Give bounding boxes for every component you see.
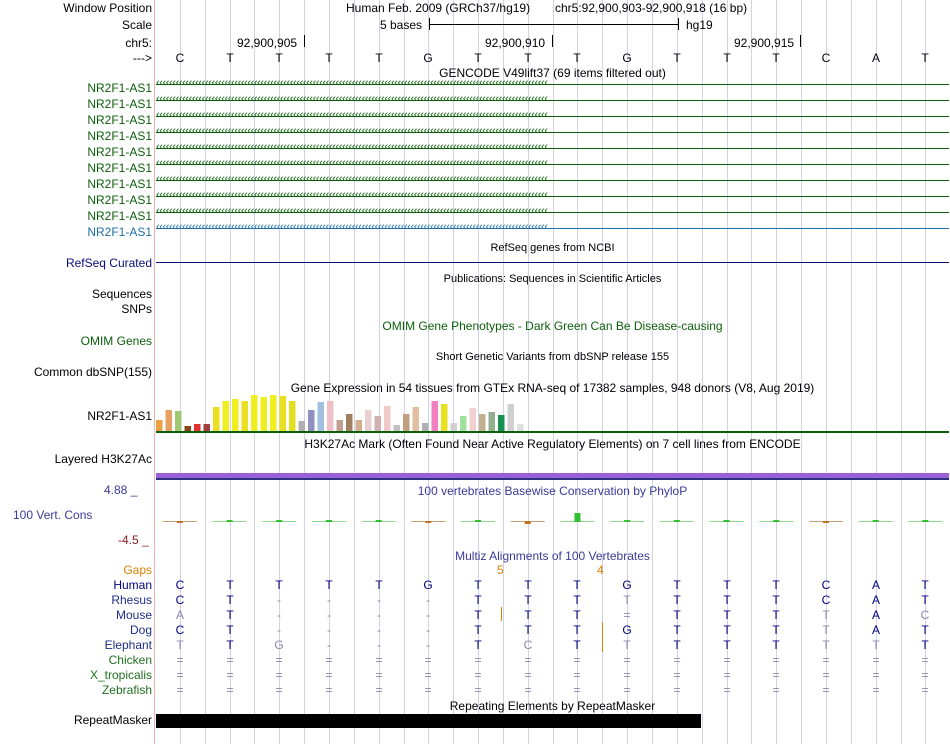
- strand-arrows: ‹‹‹‹‹‹‹‹‹‹‹‹‹‹‹‹‹‹‹‹‹‹‹‹‹‹‹‹‹‹‹‹‹‹‹‹‹‹‹‹‹‹‹‹‹‹‹‹‹‹‹‹‹‹‹‹‹‹‹‹‹‹‹‹‹‹‹‹‹‹‹‹‹‹‹‹‹‹‹‹‹‹‹‹‹‹‹‹‹‹‹‹‹‹‹‹‹‹‹‹‹‹‹‹‹‹‹‹‹‹‹‹‹‹‹‹‹‹‹‹: [156, 173, 548, 185]
- aligned-base: =: [723, 668, 731, 682]
- aligned-base: =: [474, 683, 482, 697]
- aligned-base: T: [226, 623, 234, 637]
- aligned-base: T: [375, 578, 383, 592]
- aligned-base: =: [226, 653, 234, 667]
- insertion-mark: [501, 607, 502, 621]
- aligned-base: =: [673, 683, 681, 697]
- phylop-score-bar[interactable]: [823, 521, 829, 523]
- aligned-base: T: [524, 593, 532, 607]
- aligned-base: T: [474, 638, 482, 652]
- gene-label[interactable]: NR2F1-AS1: [87, 145, 152, 159]
- aligned-base: T: [723, 623, 731, 637]
- multiz-track-title[interactable]: Multiz Alignments of 100 Vertebrates: [455, 549, 650, 563]
- base: T: [275, 51, 283, 65]
- strand-arrows: ‹‹‹‹‹‹‹‹‹‹‹‹‹‹‹‹‹‹‹‹‹‹‹‹‹‹‹‹‹‹‹‹‹‹‹‹‹‹‹‹‹‹‹‹‹‹‹‹‹‹‹‹‹‹‹‹‹‹‹‹‹‹‹‹‹‹‹‹‹‹‹‹‹‹‹‹‹‹‹‹‹‹‹‹‹‹‹‹‹‹‹‹‹‹‹‹‹‹‹‹‹‹‹‹‹‹‹‹‹‹‹‹‹‹‹‹‹‹‹‹: [156, 189, 548, 201]
- base: C: [821, 51, 831, 65]
- aligned-base: T: [772, 638, 780, 652]
- base: T: [921, 51, 929, 65]
- aligned-base: A: [871, 578, 880, 592]
- species-label[interactable]: Human: [113, 578, 152, 592]
- aligned-base: =: [822, 683, 830, 697]
- aligned-base: G: [622, 623, 632, 637]
- strand-arrows: ‹‹‹‹‹‹‹‹‹‹‹‹‹‹‹‹‹‹‹‹‹‹‹‹‹‹‹‹‹‹‹‹‹‹‹‹‹‹‹‹‹‹‹‹‹‹‹‹‹‹‹‹‹‹‹‹‹‹‹‹‹‹‹‹‹‹‹‹‹‹‹‹‹‹‹‹‹‹‹‹‹‹‹‹‹‹‹‹‹‹‹‹‹‹‹‹‹‹‹‹‹‹‹‹‹‹‹‹‹‹‹‹‹‹‹‹‹‹‹‹: [156, 77, 548, 89]
- scale-label: Scale: [121, 18, 152, 32]
- aligned-base: T: [921, 638, 929, 652]
- aligned-base: T: [673, 623, 681, 637]
- publications-sequences-label[interactable]: Sequences: [91, 287, 152, 301]
- aligned-base: T: [573, 638, 581, 652]
- aligned-base: -: [327, 608, 331, 622]
- phylop-score-bar[interactable]: [873, 520, 879, 522]
- phylop-score-bar[interactable]: [376, 520, 382, 522]
- aligned-base: =: [226, 683, 234, 697]
- aligned-base: T: [673, 593, 681, 607]
- aligned-base: =: [325, 668, 333, 682]
- coord-label: 92,900,910: [485, 36, 546, 50]
- aligned-base: T: [822, 623, 830, 637]
- aligned-base: T: [673, 608, 681, 622]
- aligned-base: T: [226, 593, 234, 607]
- gtex-gene-label[interactable]: NR2F1-AS1: [87, 409, 152, 423]
- aligned-base: =: [424, 683, 432, 697]
- phylop-score-bar[interactable]: [922, 520, 928, 522]
- phylop-max-label: 4.88 _: [104, 483, 138, 497]
- aligned-base: A: [871, 623, 880, 637]
- base: T: [474, 51, 482, 65]
- aligned-base: A: [871, 593, 880, 607]
- aligned-base: =: [375, 668, 383, 682]
- gene-label[interactable]: NR2F1-AS1: [87, 177, 152, 191]
- aligned-base: C: [920, 608, 930, 622]
- omim-track-title[interactable]: OMIM Gene Phenotypes - Dark Green Can Be Disease-causing: [382, 319, 723, 333]
- insertion-mark: [602, 622, 603, 652]
- base: T: [226, 51, 234, 65]
- aligned-base: C: [175, 593, 185, 607]
- aligned-base: -: [426, 638, 430, 652]
- dbsnp-track-title[interactable]: Short Genetic Variants from dbSNP release 155: [435, 351, 670, 363]
- aligned-base: =: [623, 653, 631, 667]
- aligned-base: =: [524, 653, 532, 667]
- aligned-base: =: [772, 653, 780, 667]
- phylop-score-bar[interactable]: [425, 521, 431, 523]
- aligned-base: =: [723, 683, 731, 697]
- phylop-score-bar[interactable]: [326, 520, 332, 522]
- aligned-base: T: [822, 638, 830, 652]
- base: T: [723, 51, 731, 65]
- aligned-base: =: [275, 668, 283, 682]
- base: T: [772, 51, 780, 65]
- phylop-score-bar[interactable]: [276, 520, 282, 522]
- gene-label[interactable]: NR2F1-AS1: [87, 113, 152, 127]
- omim-label[interactable]: OMIM Genes: [80, 334, 152, 348]
- base: C: [175, 51, 185, 65]
- aligned-base: =: [822, 668, 830, 682]
- aligned-base: =: [822, 653, 830, 667]
- aligned-base: =: [424, 668, 432, 682]
- aligned-base: =: [872, 668, 880, 682]
- aligned-base: T: [723, 593, 731, 607]
- base: T: [673, 51, 681, 65]
- aligned-base: T: [524, 608, 532, 622]
- phylop-score-bar[interactable]: [724, 520, 730, 522]
- aligned-base: T: [623, 593, 631, 607]
- aligned-base: -: [327, 623, 331, 637]
- aligned-base: =: [723, 653, 731, 667]
- aligned-base: G: [423, 578, 433, 592]
- phylop-score-bar[interactable]: [773, 520, 779, 522]
- aligned-base: T: [872, 638, 880, 652]
- aligned-base: T: [573, 623, 581, 637]
- repeatmasker-track-title[interactable]: Repeating Elements by RepeatMasker: [449, 699, 656, 713]
- aligned-base: T: [573, 593, 581, 607]
- aligned-base: -: [426, 593, 430, 607]
- aligned-base: =: [921, 653, 929, 667]
- repeatmasker-label[interactable]: RepeatMasker: [73, 713, 152, 727]
- publications-snps-label[interactable]: SNPs: [121, 302, 152, 316]
- assembly-name: Human Feb. 2009 (GRCh37/hg19): [346, 1, 531, 15]
- phylop-label[interactable]: 100 Vert. Cons: [13, 508, 93, 522]
- base: G: [622, 51, 632, 65]
- strand-arrows: ‹‹‹‹‹‹‹‹‹‹‹‹‹‹‹‹‹‹‹‹‹‹‹‹‹‹‹‹‹‹‹‹‹‹‹‹‹‹‹‹‹‹‹‹‹‹‹‹‹‹‹‹‹‹‹‹‹‹‹‹‹‹‹‹‹‹‹‹‹‹‹‹‹‹‹‹‹‹‹‹‹‹‹‹‹‹‹‹‹‹‹‹‹‹‹‹‹‹‹‹‹‹‹‹‹‹‹‹‹‹‹‹‹‹‹‹‹‹‹‹: [156, 125, 548, 137]
- aligned-base: T: [921, 593, 929, 607]
- aligned-base: =: [275, 653, 283, 667]
- gene-label[interactable]: NR2F1-AS1: [87, 225, 152, 239]
- strand-arrows: ‹‹‹‹‹‹‹‹‹‹‹‹‹‹‹‹‹‹‹‹‹‹‹‹‹‹‹‹‹‹‹‹‹‹‹‹‹‹‹‹‹‹‹‹‹‹‹‹‹‹‹‹‹‹‹‹‹‹‹‹‹‹‹‹‹‹‹‹‹‹‹‹‹‹‹‹‹‹‹‹‹‹‹‹‹‹‹‹‹‹‹‹‹‹‹‹‹‹‹‹‹‹‹‹‹‹‹‹‹‹‹‹‹‹‹‹‹‹‹‹: [156, 141, 548, 153]
- gap-count: 4: [597, 563, 604, 577]
- window-position-label: Window Position: [63, 1, 152, 15]
- aligned-base: T: [921, 623, 929, 637]
- base: G: [423, 51, 433, 65]
- aligned-base: T: [474, 623, 482, 637]
- base: T: [524, 51, 532, 65]
- aligned-base: =: [375, 653, 383, 667]
- dbsnp-label[interactable]: Common dbSNP(155): [33, 365, 152, 379]
- species-label[interactable]: Chicken: [108, 653, 152, 667]
- aligned-base: T: [524, 578, 532, 592]
- phylop-score-bar[interactable]: [525, 521, 531, 524]
- coord-label: 92,900,915: [734, 36, 795, 50]
- aligned-base: T: [176, 638, 184, 652]
- aligned-base: T: [275, 578, 283, 592]
- gaps-label: Gaps: [123, 563, 152, 577]
- repeat-element[interactable]: [156, 714, 701, 728]
- aligned-base: =: [275, 683, 283, 697]
- gene-label[interactable]: NR2F1-AS1: [87, 193, 152, 207]
- aligned-base: =: [623, 668, 631, 682]
- aligned-base: -: [426, 608, 430, 622]
- gene-label[interactable]: NR2F1-AS1: [87, 161, 152, 175]
- aligned-base: -: [327, 593, 331, 607]
- aligned-base: =: [325, 653, 333, 667]
- aligned-base: =: [772, 668, 780, 682]
- phylop-score-bar[interactable]: [475, 520, 481, 522]
- chrom-label: chr5:: [125, 36, 152, 50]
- aligned-base: T: [623, 638, 631, 652]
- aligned-base: A: [175, 608, 184, 622]
- aligned-base: =: [325, 683, 333, 697]
- strand-label: --->: [133, 51, 152, 65]
- aligned-base: C: [523, 638, 533, 652]
- aligned-base: T: [772, 608, 780, 622]
- phylop-score-bar[interactable]: [574, 513, 580, 522]
- aligned-base: T: [226, 638, 234, 652]
- aligned-base: =: [921, 683, 929, 697]
- aligned-base: =: [872, 653, 880, 667]
- strand-arrows: ‹‹‹‹‹‹‹‹‹‹‹‹‹‹‹‹‹‹‹‹‹‹‹‹‹‹‹‹‹‹‹‹‹‹‹‹‹‹‹‹‹‹‹‹‹‹‹‹‹‹‹‹‹‹‹‹‹‹‹‹‹‹‹‹‹‹‹‹‹‹‹‹‹‹‹‹‹‹‹‹‹‹‹‹‹‹‹‹‹‹‹‹‹‹‹‹‹‹‹‹‹‹‹‹‹‹‹‹‹‹‹‹‹‹‹‹‹‹‹‹: [156, 109, 548, 121]
- aligned-base: T: [673, 578, 681, 592]
- refseq-label[interactable]: RefSeq Curated: [65, 256, 152, 270]
- aligned-base: =: [623, 608, 631, 622]
- strand-arrows: ‹‹‹‹‹‹‹‹‹‹‹‹‹‹‹‹‹‹‹‹‹‹‹‹‹‹‹‹‹‹‹‹‹‹‹‹‹‹‹‹‹‹‹‹‹‹‹‹‹‹‹‹‹‹‹‹‹‹‹‹‹‹‹‹‹‹‹‹‹‹‹‹‹‹‹‹‹‹‹‹‹‹‹‹‹‹‹‹‹‹‹‹‹‹‹‹‹‹‹‹‹‹‹‹‹‹‹‹‹‹‹‹‹‹‹‹‹‹‹‹: [156, 205, 548, 217]
- aligned-base: A: [871, 608, 880, 622]
- aligned-base: -: [377, 593, 381, 607]
- base: T: [325, 51, 333, 65]
- aligned-base: T: [723, 578, 731, 592]
- aligned-base: T: [822, 608, 830, 622]
- aligned-base: T: [723, 638, 731, 652]
- aligned-base: =: [573, 668, 581, 682]
- aligned-base: =: [573, 653, 581, 667]
- aligned-base: =: [424, 653, 432, 667]
- aligned-base: -: [277, 593, 281, 607]
- aligned-base: -: [426, 623, 430, 637]
- species-label[interactable]: Zebrafish: [101, 683, 152, 697]
- aligned-base: T: [226, 608, 234, 622]
- aligned-base: =: [524, 683, 532, 697]
- aligned-base: T: [524, 623, 532, 637]
- aligned-base: =: [176, 668, 184, 682]
- aligned-base: =: [623, 683, 631, 697]
- aligned-base: G: [274, 638, 284, 652]
- aligned-base: T: [474, 593, 482, 607]
- aligned-base: T: [573, 608, 581, 622]
- publications-track-title[interactable]: Publications: Sequences in Scientific Articles: [443, 273, 662, 285]
- phylop-min-label: -4.5 _: [118, 533, 149, 547]
- gap-count: 5: [497, 563, 504, 577]
- aligned-base: =: [176, 683, 184, 697]
- aligned-base: T: [673, 638, 681, 652]
- phylop-track-title[interactable]: 100 vertebrates Basewise Conservation by PhyloP: [417, 484, 688, 498]
- scale-db: hg19: [686, 18, 713, 32]
- aligned-base: T: [573, 578, 581, 592]
- h3k27ac-track-title[interactable]: H3K27Ac Mark (Often Found Near Active Regulatory Elements) on 7 cell lines from ENCODE: [304, 437, 801, 451]
- aligned-base: =: [673, 653, 681, 667]
- gene-label[interactable]: NR2F1-AS1: [87, 97, 152, 111]
- aligned-base: C: [175, 578, 185, 592]
- aligned-base: =: [474, 653, 482, 667]
- gene-label[interactable]: NR2F1-AS1: [87, 129, 152, 143]
- aligned-base: T: [325, 578, 333, 592]
- strand-arrows: ‹‹‹‹‹‹‹‹‹‹‹‹‹‹‹‹‹‹‹‹‹‹‹‹‹‹‹‹‹‹‹‹‹‹‹‹‹‹‹‹‹‹‹‹‹‹‹‹‹‹‹‹‹‹‹‹‹‹‹‹‹‹‹‹‹‹‹‹‹‹‹‹‹‹‹‹‹‹‹‹‹‹‹‹‹‹‹‹‹‹‹‹‹‹‹‹‹‹‹‹‹‹‹‹‹‹‹‹‹‹‹‹‹‹‹‹‹‹‹‹: [156, 93, 548, 105]
- gencode-track-title[interactable]: GENCODE V49lift37 (69 items filtered out): [439, 66, 666, 80]
- aligned-base: =: [673, 668, 681, 682]
- coord-label: 92,900,905: [237, 36, 298, 50]
- aligned-base: T: [772, 593, 780, 607]
- species-label[interactable]: X_tropicalis: [89, 668, 152, 682]
- aligned-base: =: [921, 668, 929, 682]
- aligned-base: -: [377, 638, 381, 652]
- aligned-base: T: [921, 578, 929, 592]
- aligned-base: -: [277, 608, 281, 622]
- strand-arrows: ‹‹‹‹‹‹‹‹‹‹‹‹‹‹‹‹‹‹‹‹‹‹‹‹‹‹‹‹‹‹‹‹‹‹‹‹‹‹‹‹‹‹‹‹‹‹‹‹‹‹‹‹‹‹‹‹‹‹‹‹‹‹‹‹‹‹‹‹‹‹‹‹‹‹‹‹‹‹‹‹‹‹‹‹‹‹‹‹‹‹‹‹‹‹‹‹‹‹‹‹‹‹‹‹‹‹‹‹‹‹‹‹‹‹‹‹‹‹‹‹: [156, 157, 548, 169]
- gtex-track-title[interactable]: Gene Expression in 54 tissues from GTEx RNA-seq of 17382 samples, 948 donors (V8, Aug 2019): [290, 381, 815, 395]
- strand-arrows: ‹‹‹‹‹‹‹‹‹‹‹‹‹‹‹‹‹‹‹‹‹‹‹‹‹‹‹‹‹‹‹‹‹‹‹‹‹‹‹‹‹‹‹‹‹‹‹‹‹‹‹‹‹‹‹‹‹‹‹‹‹‹‹‹‹‹‹‹‹‹‹‹‹‹‹‹‹‹‹‹‹‹‹‹‹‹‹‹‹‹‹‹‹‹‹‹‹‹‹‹‹‹‹‹‹‹‹‹‹‹‹‹‹‹‹‹‹‹‹‹: [156, 221, 548, 233]
- aligned-base: T: [723, 608, 731, 622]
- aligned-base: -: [377, 623, 381, 637]
- gene-label[interactable]: NR2F1-AS1: [87, 209, 152, 223]
- aligned-base: G: [622, 578, 632, 592]
- aligned-base: =: [375, 683, 383, 697]
- aligned-base: =: [772, 683, 780, 697]
- species-label[interactable]: Mouse: [115, 608, 152, 622]
- species-label[interactable]: Elephant: [104, 638, 152, 652]
- aligned-base: =: [524, 668, 532, 682]
- aligned-base: =: [474, 668, 482, 682]
- aligned-base: C: [175, 623, 185, 637]
- aligned-base: T: [772, 623, 780, 637]
- aligned-base: =: [176, 653, 184, 667]
- h3k27ac-label[interactable]: Layered H3K27Ac: [54, 452, 152, 466]
- aligned-base: -: [277, 623, 281, 637]
- aligned-base: T: [226, 578, 234, 592]
- species-label[interactable]: Dog: [129, 623, 152, 637]
- base: T: [375, 51, 383, 65]
- phylop-score-bar[interactable]: [624, 520, 630, 522]
- aligned-base: T: [772, 578, 780, 592]
- gene-label[interactable]: NR2F1-AS1: [87, 81, 152, 95]
- aligned-base: T: [474, 608, 482, 622]
- aligned-base: -: [377, 608, 381, 622]
- phylop-score-bar[interactable]: [227, 520, 233, 522]
- phylop-score-bar[interactable]: [674, 520, 680, 522]
- phylop-score-bar[interactable]: [177, 521, 183, 523]
- aligned-base: T: [474, 578, 482, 592]
- scale-text: 5 bases: [380, 18, 423, 32]
- aligned-base: =: [573, 683, 581, 697]
- refseq-track-title[interactable]: RefSeq genes from NCBI: [490, 242, 615, 254]
- aligned-base: C: [821, 578, 831, 592]
- aligned-base: -: [327, 638, 331, 652]
- base: T: [573, 51, 581, 65]
- window-position-value[interactable]: chr5:92,900,903-92,900,918 (16 bp): [555, 1, 748, 15]
- aligned-base: =: [226, 668, 234, 682]
- aligned-base: =: [872, 683, 880, 697]
- base: A: [871, 51, 880, 65]
- species-label[interactable]: Rhesus: [111, 593, 152, 607]
- aligned-base: C: [821, 593, 831, 607]
